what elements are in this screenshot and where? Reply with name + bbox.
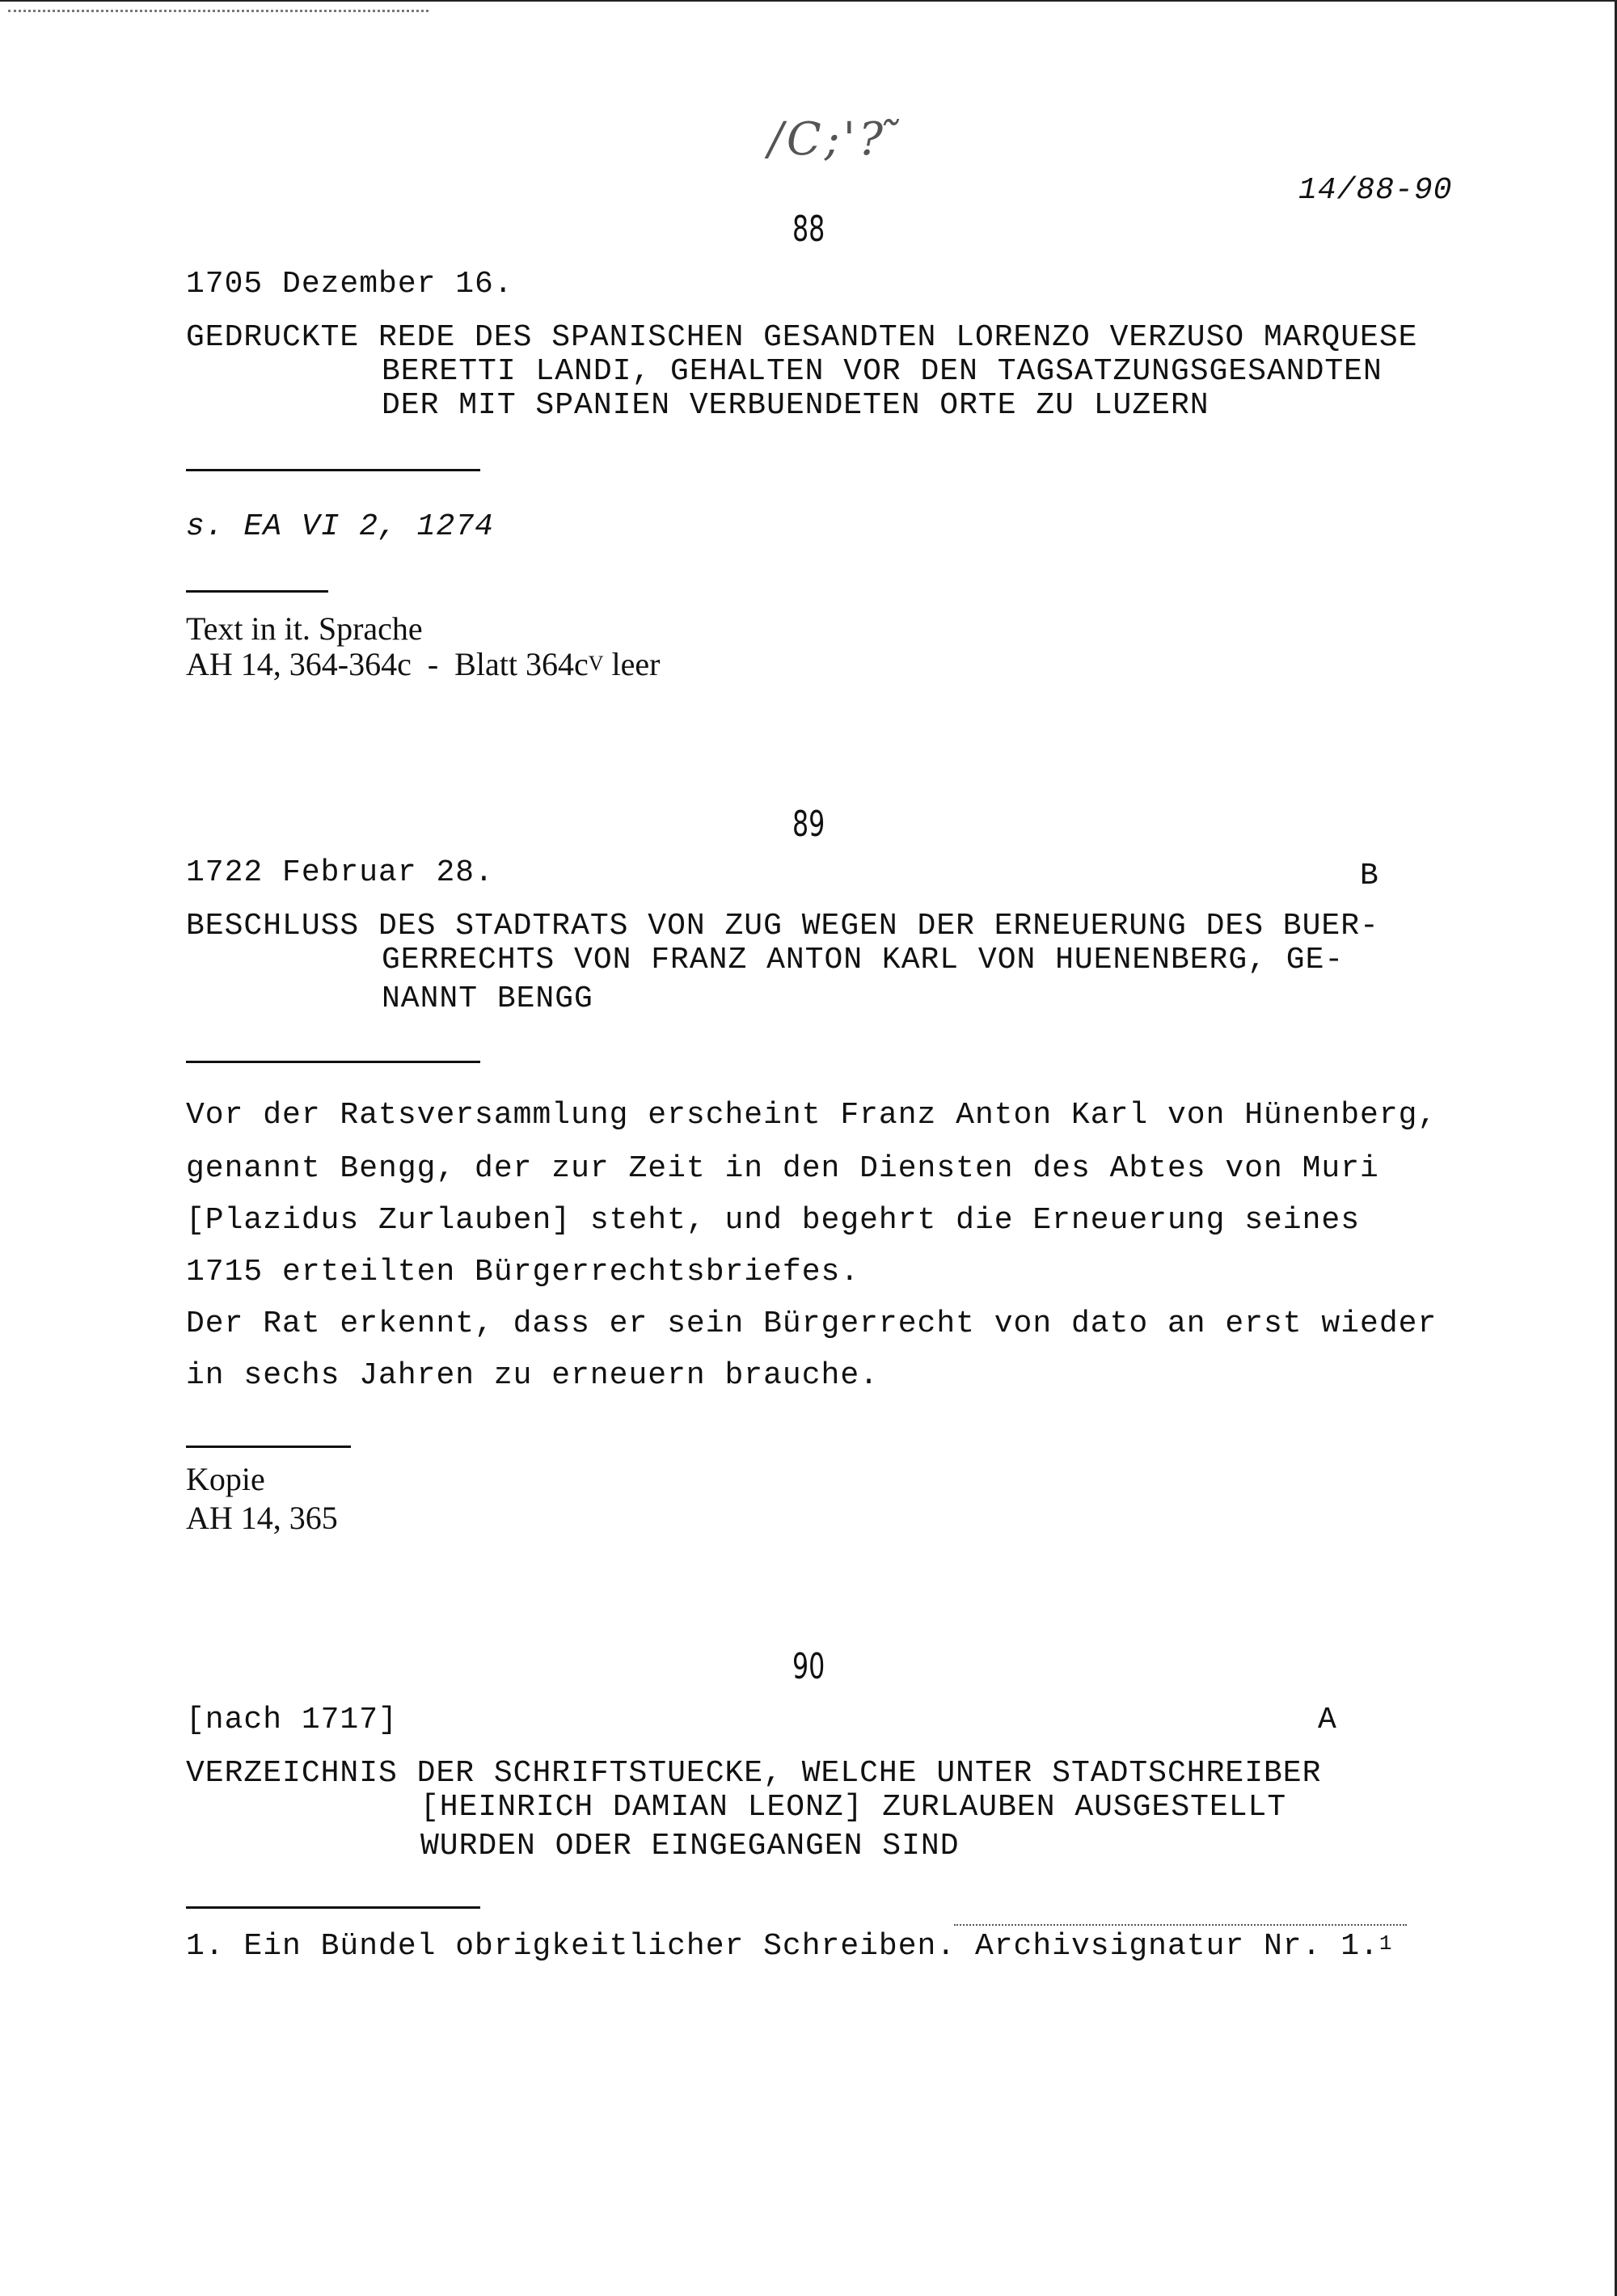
- section-divider: [186, 469, 480, 471]
- entry-title-line: WURDEN ODER EINGEGANGEN SIND: [420, 1829, 960, 1863]
- section-divider: [186, 1061, 480, 1063]
- body-line: 1715 erteilten Bürgerrechtsbriefes.: [186, 1255, 860, 1289]
- source-note-line: [186, 647, 660, 686]
- entry-title-line: BERETTI LANDI, GEHALTEN VOR DEN TAGSATZUNGSGESANDTEN: [382, 354, 1383, 389]
- list-item-text: 1. Ein Bündel obrigkeitlicher Schreiben. Archivsignatur Nr. 1.: [186, 1929, 1379, 1964]
- footnote-marker: 1: [1378, 1931, 1393, 1956]
- entry-date: 1705 Dezember 16.: [186, 267, 513, 302]
- entry-number: 89: [792, 804, 825, 845]
- body-line: Der Rat erkennt, dass er sein Bürgerrecht von dato an erst wieder: [186, 1306, 1438, 1341]
- body-line: genannt Bengg, der zur Zeit in den Diensten des Abtes von Muri: [186, 1151, 1379, 1186]
- body-line: Vor der Ratsversammlung erscheint Franz Anton Karl von Hünenberg,: [186, 1098, 1438, 1133]
- entry-title-line: GERRECHTS VON FRANZ ANTON KARL VON HUENENBERG, GE-: [382, 943, 1345, 977]
- edition-reference: s. EA VI 2, 1274: [186, 509, 494, 544]
- entry-marker: B: [1360, 859, 1379, 893]
- source-empty-note: leer: [603, 646, 661, 682]
- section-divider: [186, 590, 328, 593]
- section-divider: [186, 1906, 480, 1909]
- source-note-line: AH 14, 365: [186, 1500, 338, 1536]
- scan-noise-top: [8, 10, 429, 12]
- list-item: [186, 1929, 1392, 1966]
- body-line: [Plazidus Zurlauben] steht, und begehrt die Erneuerung seines: [186, 1203, 1361, 1238]
- handwritten-archive-mark: /C;'? ̃: [768, 113, 904, 166]
- entry-title-line: BESCHLUSS DES STADTRATS VON ZUG WEGEN DER ERNEUERUNG DES BUER-: [186, 909, 1379, 943]
- scan-top-edge: [0, 0, 1617, 2]
- entry-title-line: DER MIT SPANIEN VERBUENDETEN ORTE ZU LUZERN: [382, 388, 1210, 423]
- scan-noise-dashes: [954, 1924, 1407, 1926]
- entry-date: 1722 Februar 28.: [186, 855, 494, 890]
- entry-number: 90: [792, 1646, 825, 1687]
- body-line: in sechs Jahren zu erneuern brauche.: [186, 1358, 879, 1393]
- page-reference: 14/88-90: [1298, 173, 1453, 208]
- entry-title-line: NANNT BENGG: [382, 981, 593, 1016]
- entry-marker: A: [1318, 1703, 1337, 1737]
- entry-date: [nach 1717]: [186, 1703, 398, 1737]
- entry-title-line: VERZEICHNIS DER SCHRIFTSTUECKE, WELCHE UNTER STADTSCHREIBER: [186, 1756, 1322, 1791]
- source-note-line: Kopie: [186, 1461, 265, 1497]
- verso-superscript: V: [588, 652, 604, 675]
- source-signature: AH 14, 364-364c - Blatt 364c: [186, 646, 589, 682]
- entry-title-line: GEDRUCKTE REDE DES SPANISCHEN GESANDTEN LORENZO VERZUSO MARQUESE: [186, 320, 1418, 355]
- section-divider: [186, 1446, 351, 1448]
- entry-title-line: [HEINRICH DAMIAN LEONZ] ZURLAUBEN AUSGESTELLT: [420, 1790, 1287, 1825]
- entry-number: 88: [792, 209, 825, 250]
- source-note-line: Text in it. Sprache: [186, 610, 423, 647]
